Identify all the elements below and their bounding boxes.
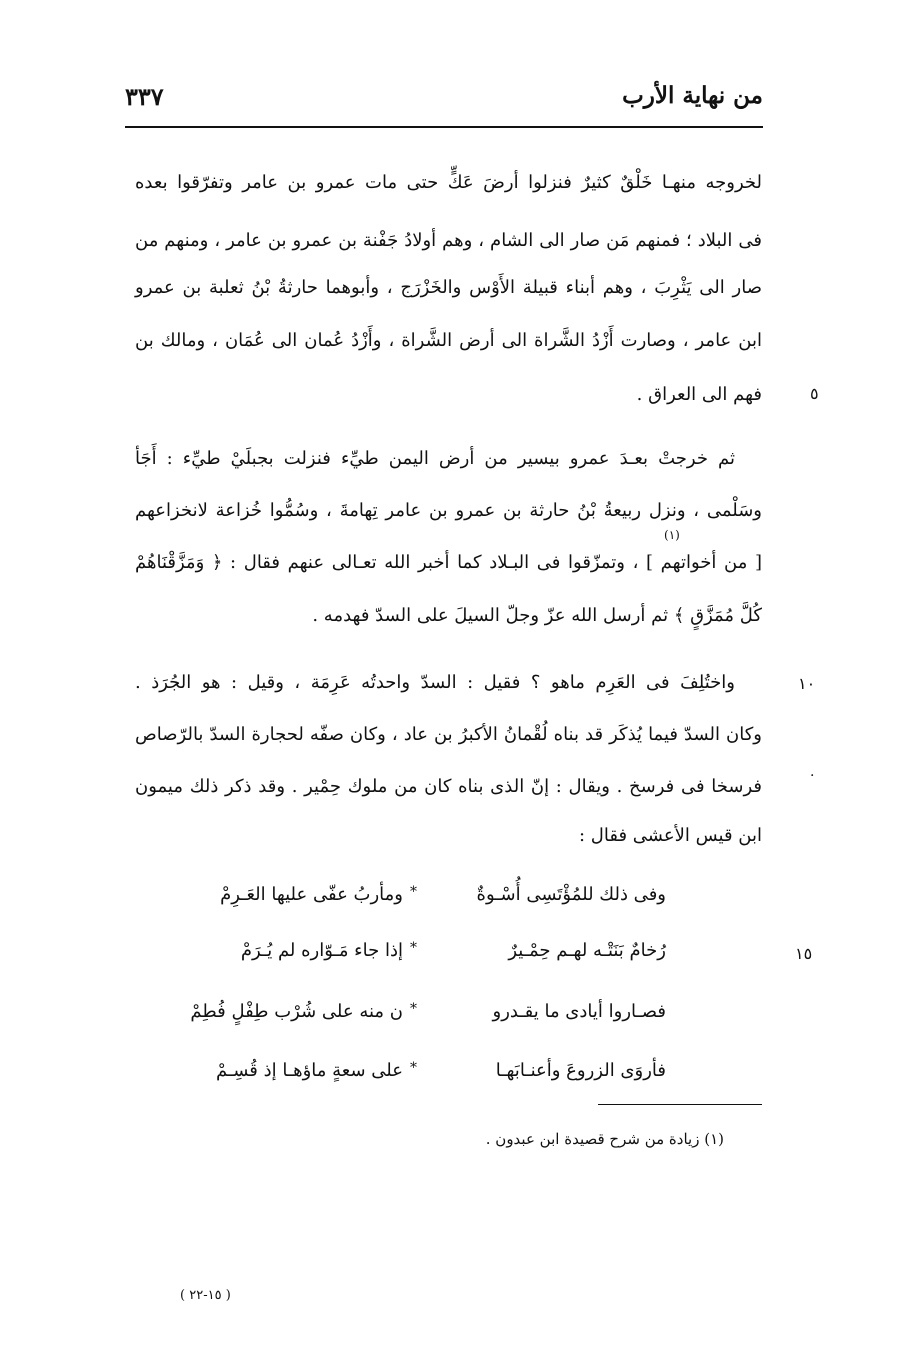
header-rule — [125, 126, 763, 128]
body-line: ابن قيس الأعشى فقال : — [579, 825, 762, 846]
running-title: من نهاية الأرب — [622, 82, 763, 109]
poem-hemistich-second: ن منه على شُرْب طِفْلٍ فُطِمْ — [190, 1001, 403, 1022]
body-line: صار الى يَثْرِبَ ، وهم أبناء قبيلة الأَوْس والخَزْرَج ، وأبوهما حارثةُ بْنُ ثعلبة بن عمرو — [135, 277, 762, 298]
line-marker-15: ١٥ — [795, 944, 813, 963]
body-line: وكان السدّ فيما يُذكَر قد بناه لُقْمانُ الأكبرُ بن عاد ، وكان صفّه لحجارة السدّ بالرّصاص — [135, 724, 762, 745]
poem-separator: * — [410, 1060, 417, 1076]
poem-separator: * — [410, 884, 417, 900]
poem-separator: * — [410, 1001, 417, 1017]
poem-hemistich-first: رُخامٌ بَنَتْـه لهـم حِمْـيرٌ — [508, 940, 666, 961]
poem-hemistich-second: على سعةٍ ماؤهـا إذ قُسِـمْ — [215, 1060, 403, 1081]
body-line: لخروجه منهـا خَلْقٌ كثيرٌ فنزلوا أرضَ عَكٍّ حتى مات عمرو بن عامر وتفرّقوا بعده — [135, 172, 762, 193]
body-line: فى البلاد ؛ فمنهم مَن صار الى الشام ، وهم أولادُ جَفْنة بن عمرو بن عامر ، ومنهم من — [135, 230, 762, 251]
body-line: فهم الى العراق . — [636, 384, 762, 405]
poem-hemistich-second: ومأربُ عفّى عليها العَـرِمْ — [220, 884, 403, 905]
footnote-rule — [598, 1104, 762, 1105]
line-marker-10: ١٠ — [798, 674, 816, 693]
body-line: وسَلْمى ، ونزل ربيعةُ بْنُ حارثة بن عمرو بن عامر تِهامةَ ، وسُمُّوا خُزاعة لانخزاعهم — [135, 500, 762, 521]
poem-hemistich-first: وفى ذلك للمُؤْتَسِى أُسْـوةٌ — [476, 884, 666, 905]
page-header — [125, 82, 763, 122]
body-line: فرسخا فى فرسخ . ويقال : إنّ الذى بناه كان من ملوك حِمْير . وقد ذكر ذلك ميمون — [135, 776, 762, 797]
line-marker-5: ٥ — [810, 384, 819, 403]
footnote-reference: (١) — [664, 528, 680, 542]
poem-separator: * — [410, 940, 417, 956]
poem-hemistich-second: إذا جاء مَـوّاره لم يُـرَمْ — [240, 940, 403, 961]
poem-hemistich-first: فأروَى الزروعَ وأعنـابَهـا — [495, 1060, 666, 1081]
body-line: واختُلِفَ فى العَرِم ماهو ؟ فقيل : السدّ واحدتُه عَرِمَة ، وقيل : هو الجُرَذ . — [135, 672, 735, 693]
body-line: [ من أخواتهم ] ، وتمزّقوا فى البـلاد كما أخبر الله تعـالى عنهم فقال : ﴿ وَمَزَّقْنَاهُمْ — [135, 552, 762, 573]
page-number: ٣٣٧ — [125, 82, 164, 111]
footnote: (١) زيادة من شرح قصيدة ابن عبدون . — [485, 1130, 724, 1148]
body-line: كُلَّ مُمَزَّقٍ ﴾ ثم أرسل الله عزّ وجلّ السيلَ على السدّ فهدمه . — [312, 605, 762, 626]
poem-hemistich-first: فصـاروا أيادى ما يقـدرو — [492, 1001, 666, 1022]
body-line: ابن عامر ، وصارت أَزْدُ الشَّراة الى أرض الشَّراة ، وأَزْدُ عُمان الى عُمَان ، ومالك بن — [135, 330, 762, 351]
margin-dot: · — [810, 768, 815, 784]
printer-signature: ( ١٥-٢٢ ) — [180, 1288, 231, 1303]
body-line: ثم خرجتْ بعـدَ عمرو بيسير من أرض اليمن طيِّء فنزلت بجبلَيْ طيِّء : أَجَأ — [135, 448, 735, 469]
